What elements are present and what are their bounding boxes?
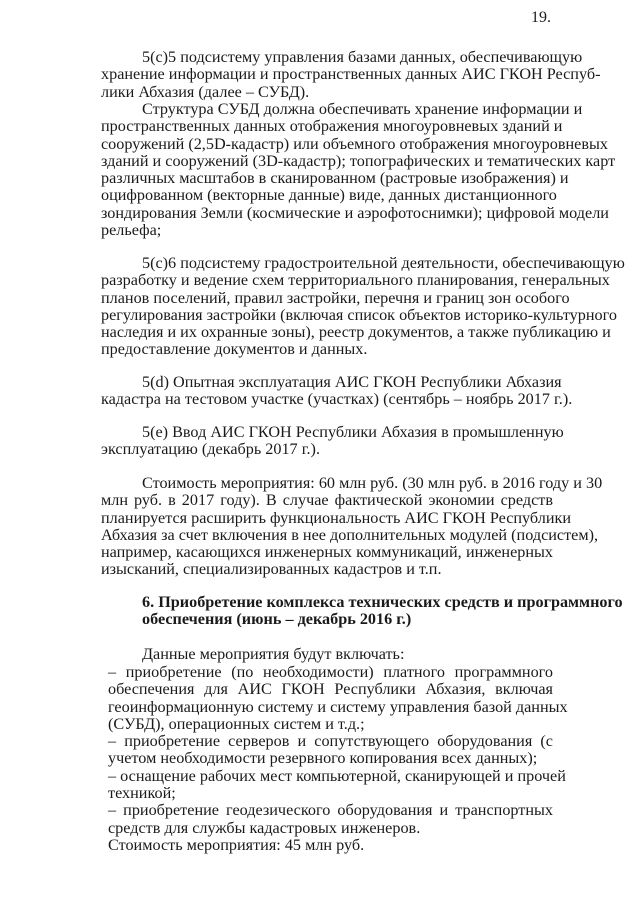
bullet-line: учетом необходимости резервного копирования всех данных); [108, 749, 538, 768]
text-line: хранение информации и пространственных данных АИС ГКОН Респуб- [101, 65, 601, 84]
intro-text [101, 646, 553, 663]
text-line: 5(d) Опытная эксплуатация АИС ГКОН Республики Абхазия [142, 373, 562, 391]
bullet-line: – приобретение серверов и сопутствующего оборудования (с [108, 732, 553, 751]
text-line: 5(с)6 подсистему градостроительной деятельности, обеспечивающую [142, 254, 625, 272]
text-line: рельефа; [101, 221, 162, 240]
paragraph-5e [101, 423, 564, 459]
text-line: наследия и их охранные зоны), реестр документов, а также публикацию и [101, 323, 611, 342]
text-line: 5(e) Ввод АИС ГКОН Республики Абхазия в промышленную [142, 423, 564, 441]
text-line: млн руб. в 2017 году). В случае фактической экономии средств [101, 491, 553, 510]
text-line: кадастра на тестовом участке (участках) (сентябрь – ноябрь 2017 г.). [101, 390, 573, 409]
text-line: регулирования застройки (включая список объектов историко-культурного [101, 305, 617, 324]
heading-line: обеспечения (июнь – декабрь 2016 г.) [142, 610, 412, 629]
bullet-line: – оснащение рабочих мест компьютерной, сканирующей и прочей [108, 766, 566, 785]
cost-line: Стоимость мероприятия: 45 млн руб. [108, 835, 365, 854]
paragraph-5d [101, 373, 573, 409]
bullet-line: геоинформационную систему и систему управления базой данных [108, 697, 568, 716]
text-line: зданий и сооружений (3D-кадастр); топографических и тематических карт [101, 151, 616, 170]
text-line: Данные мероприятия будут включать: [142, 645, 405, 663]
text-line: различных масштабов в сканированном (растровые изображения) и [101, 169, 569, 188]
bullet-line: средств для службы кадастровых инженеров. [108, 818, 421, 837]
bullet-line: обеспечения для АИС ГКОН Республики Абхазия, включая [108, 680, 553, 699]
text-line: предоставление документов и данных. [101, 340, 368, 359]
text-line: планируется расширить функциональность АИС ГКОН Республики [101, 508, 572, 527]
text-line: пространственных данных отображения многоуровневых зданий и [101, 117, 563, 136]
text-line: разработку и ведение схем территориального планирования, генеральных [101, 271, 610, 290]
text-line: планов поселений, правил застройки, перечня и границ зон особого [101, 288, 570, 307]
bullet-line: – приобретение (по необходимости) платного программного [108, 663, 553, 681]
text-line: сооружений (2,5D-кадастр) или объемного отображения многоуровневых [101, 134, 608, 153]
text-line: изысканий, специализированных кадастров и т.п. [101, 560, 442, 579]
bullet-list [108, 663, 568, 854]
text-line: зондирования Земли (космические и аэрофотоснимки); цифровой модели [101, 203, 609, 222]
heading-line: 6. Приобретение комплекса технических средств и программного [142, 593, 623, 611]
paragraph-cost-60 [101, 474, 603, 579]
bullet-line: – приобретение геодезического оборудования и транспортных [108, 801, 553, 820]
text-line: Стоимость мероприятия: 60 млн руб. (30 млн руб. в 2016 году и 30 [142, 474, 603, 492]
text-line: 5(с)5 подсистему управления базами данных, обеспечивающую [142, 48, 583, 66]
section-heading [101, 593, 623, 629]
text-line: например, касающихся инженерных коммуникаций, инженерных [101, 543, 553, 562]
text-line: Структура СУБД должна обеспечивать хранение информации и [142, 100, 583, 118]
text-line: оцифрованном (векторные данные) виде, данных дистанционного [101, 186, 557, 205]
paragraph-subd-structure [101, 100, 616, 240]
page-number: 19. [531, 9, 551, 26]
bullet-line: (СУБД), операционных систем и т.д.; [108, 714, 365, 733]
text-line: лики Абхазия (далее – СУБД). [101, 82, 310, 101]
paragraph-5c5 [101, 48, 601, 101]
paragraph-5c6 [101, 254, 625, 359]
bullet-line: техникой; [108, 784, 176, 803]
text-line: Абхазия за счет включения в нее дополнительных модулей (подсистем), [101, 525, 599, 544]
text-line: эксплуатацию (декабрь 2017 г.). [101, 440, 320, 459]
